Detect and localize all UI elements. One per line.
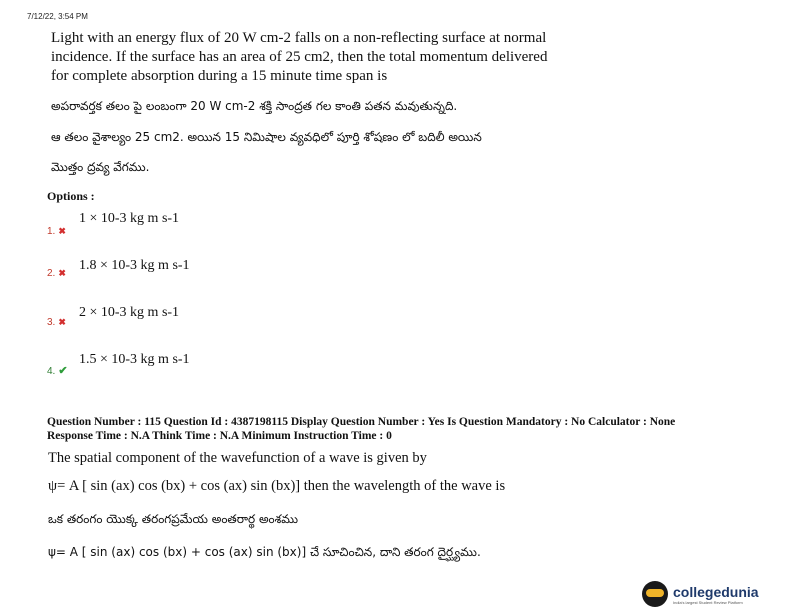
option-4-number [47,364,68,377]
option-4-num: 4. [47,366,56,377]
mascot-icon [642,581,668,607]
collegedunia-logo [642,580,759,608]
option-1-num: 1. [47,226,56,237]
question-2-line-1: The spatial component of the wavefunction of a wave is given by [48,450,427,466]
option-3-num: 3. [47,317,56,328]
question-meta-line-2: Response Time : N.A Think Time : N.A Minimum Instruction Time : 0 [47,430,392,442]
logo-text-group [673,584,759,605]
question-1-telugu-line-1: అపరావర్తక తలం పై లంబంగా 20 W cm-2 శక్తి సాంద్రత గల కాంతి పతన మవుతున్నది. [51,99,458,113]
option-1-text: 1 × 10-3 kg m s-1 [79,211,180,226]
check-icon: ✔ [58,365,68,377]
option-3-number [47,317,66,328]
logo-tagline: India's largest Student Review Platform [673,599,743,605]
option-2-num: 2. [47,268,56,279]
logo-name: collegedunia [673,583,759,600]
option-4-text: 1.5 × 10-3 kg m s-1 [79,352,190,367]
question-1-telugu-line-2: ఆ తలం వైశాల్యం 25 cm2. అయిన 15 నిమిషాల వ్యవధిలో పూర్తి శోషణం లో బదిలీ అయిన [51,130,482,144]
option-2-number [47,268,66,279]
question-1-text [51,29,581,86]
cross-icon: ✖ [58,317,66,327]
cross-icon: ✖ [58,226,66,236]
cross-icon: ✖ [58,268,66,278]
option-3-text: 2 × 10-3 kg m s-1 [79,305,180,320]
print-timestamp: 7/12/22, 3:54 PM [27,12,88,21]
option-1-number [47,226,66,237]
question-meta-line-1: Question Number : 115 Question Id : 4387198115 Display Question Number : Yes Is Question Mandatory : No Calculator : None [47,416,676,428]
question-1-telugu-line-3: మొత్తం ద్రవ్య వేగము. [51,160,150,174]
question-2-line-2: ψ= A [ sin (ax) cos (bx) + cos (ax) sin (bx)] then the wavelength of the wave is [48,478,506,494]
options-label: Options : [47,189,95,203]
option-2-text: 1.8 × 10-3 kg m s-1 [79,258,190,273]
question-1-line-3: for complete absorption during a 15 minute time span is [51,68,388,84]
question-1-line-2: incidence. If the surface has an area of 25 cm2, then the total momentum delivered [51,49,548,65]
question-2-telugu-line-1: ఒక తరంగం యొక్క తరంగప్రమేయ అంతరార్థ అంశము [48,512,299,526]
question-2-telugu-line-2: ψ= A [ sin (ax) cos (bx) + cos (ax) sin (bx)] చే సూచించిన, దాని తరంగ దైర్ఘ్యము. [48,545,481,559]
question-1-line-1: Light with an energy flux of 20 W cm-2 falls on a non-reflecting surface at normal [51,30,547,46]
